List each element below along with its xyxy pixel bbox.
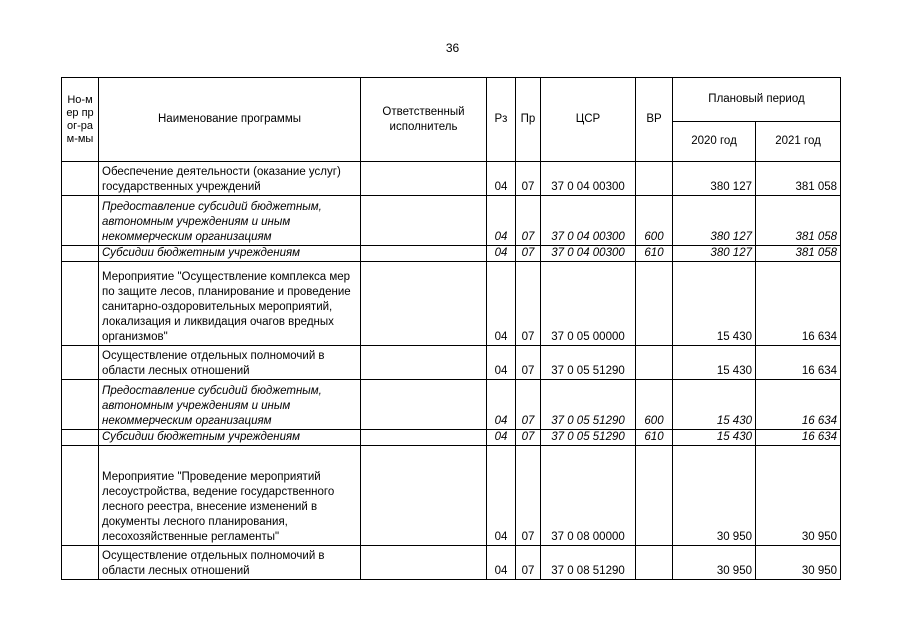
table-row: [62, 262, 841, 346]
header-planning-period: Плановый период: [673, 78, 841, 122]
header-program-number: [62, 78, 99, 162]
cell-program-name: Предоставление субсидий бюджетным, автономным учреждениям и иным некоммерческим организациям: [99, 196, 361, 246]
cell-program-name: Субсидии бюджетным учреждениям: [99, 430, 361, 446]
cell-responsible: [361, 196, 487, 246]
table-row: [62, 162, 841, 196]
header-year-2020: 2020 год: [673, 122, 756, 162]
cell-rz: 04: [487, 162, 516, 196]
table-row: [62, 430, 841, 446]
cell-responsible: [361, 346, 487, 380]
cell-csr: 37 0 04 00300: [541, 196, 636, 246]
cell-pr: 07: [516, 346, 541, 380]
cell-vr: [636, 162, 673, 196]
cell-pr: 07: [516, 546, 541, 580]
header-vr: ВР: [636, 78, 673, 162]
cell-program-number: [62, 346, 99, 380]
header-rz: Рз: [487, 78, 516, 162]
cell-value-2021: 16 634: [756, 380, 841, 430]
cell-program-number: [62, 546, 99, 580]
cell-value-2021: 381 058: [756, 196, 841, 246]
cell-csr: 37 0 08 00000: [541, 446, 636, 546]
cell-csr: 37 0 04 00300: [541, 162, 636, 196]
cell-responsible: [361, 246, 487, 262]
cell-csr: 37 0 05 00000: [541, 262, 636, 346]
cell-rz: 04: [487, 246, 516, 262]
cell-rz: 04: [487, 346, 516, 380]
cell-vr: 600: [636, 380, 673, 430]
cell-program-name: Обеспечение деятельности (оказание услуг) государственных учреждений: [99, 162, 361, 196]
cell-value-2021: 381 058: [756, 162, 841, 196]
cell-csr: 37 0 05 51290: [541, 430, 636, 446]
cell-program-number: [62, 430, 99, 446]
cell-program-name: Мероприятие "Осуществление комплекса мер по защите лесов, планирование и проведение санитарно-оздоровительных мероприятий, локализация и ликвидация очагов вредных организмов": [99, 262, 361, 346]
cell-pr: 07: [516, 262, 541, 346]
table-row: [62, 546, 841, 580]
cell-vr: [636, 262, 673, 346]
cell-csr: 37 0 08 51290: [541, 546, 636, 580]
cell-responsible: [361, 446, 487, 546]
cell-pr: 07: [516, 196, 541, 246]
cell-responsible: [361, 380, 487, 430]
cell-pr: 07: [516, 430, 541, 446]
cell-value-2020: 15 430: [673, 430, 756, 446]
cell-responsible: [361, 430, 487, 446]
cell-value-2020: 380 127: [673, 246, 756, 262]
cell-program-name: Осуществление отдельных полномочий в области лесных отношений: [99, 346, 361, 380]
cell-value-2021: 381 058: [756, 246, 841, 262]
header-year-2021: 2021 год: [756, 122, 841, 162]
header-responsible: Ответственный исполнитель: [361, 78, 487, 162]
cell-pr: 07: [516, 162, 541, 196]
cell-responsible: [361, 262, 487, 346]
cell-value-2021: 16 634: [756, 262, 841, 346]
cell-program-name: Осуществление отдельных полномочий в области лесных отношений: [99, 546, 361, 580]
cell-pr: 07: [516, 446, 541, 546]
cell-program-number: [62, 446, 99, 546]
cell-rz: 04: [487, 546, 516, 580]
cell-value-2021: 16 634: [756, 346, 841, 380]
table-row: [62, 446, 841, 546]
header-pr: Пр: [516, 78, 541, 162]
table-row: [62, 246, 841, 262]
budget-table: [61, 77, 841, 580]
cell-program-number: [62, 380, 99, 430]
cell-program-name: Субсидии бюджетным учреждениям: [99, 246, 361, 262]
cell-value-2020: 15 430: [673, 262, 756, 346]
cell-program-name: Мероприятие "Проведение мероприятий лесоустройства, ведение государственного лесного реестра, внесение изменений в документы лесного планирования, лесохозяйственные регламенты": [99, 446, 361, 546]
cell-value-2020: 380 127: [673, 162, 756, 196]
cell-program-name: Предоставление субсидий бюджетным, автономным учреждениям и иным некоммерческим организациям: [99, 380, 361, 430]
cell-value-2021: 30 950: [756, 546, 841, 580]
header-csr: ЦСР: [541, 78, 636, 162]
table-row: [62, 196, 841, 246]
page-number: 36: [445, 41, 460, 55]
table-row: [62, 380, 841, 430]
cell-responsible: [361, 546, 487, 580]
cell-vr: [636, 446, 673, 546]
cell-rz: 04: [487, 446, 516, 546]
cell-value-2021: 16 634: [756, 430, 841, 446]
cell-value-2021: 30 950: [756, 446, 841, 546]
cell-vr: [636, 346, 673, 380]
cell-vr: 610: [636, 430, 673, 446]
cell-rz: 04: [487, 196, 516, 246]
cell-rz: 04: [487, 380, 516, 430]
cell-program-number: [62, 262, 99, 346]
cell-value-2020: 15 430: [673, 346, 756, 380]
cell-csr: 37 0 05 51290: [541, 346, 636, 380]
cell-rz: 04: [487, 430, 516, 446]
header-program-number-label: Но-мер прог-рам-мы: [66, 93, 94, 145]
cell-pr: 07: [516, 246, 541, 262]
cell-pr: 07: [516, 380, 541, 430]
cell-csr: 37 0 05 51290: [541, 380, 636, 430]
cell-rz: 04: [487, 262, 516, 346]
cell-value-2020: 30 950: [673, 446, 756, 546]
cell-value-2020: 15 430: [673, 380, 756, 430]
cell-program-number: [62, 162, 99, 196]
cell-value-2020: 30 950: [673, 546, 756, 580]
cell-program-number: [62, 246, 99, 262]
table-body: [62, 162, 841, 580]
cell-csr: 37 0 04 00300: [541, 246, 636, 262]
cell-vr: 610: [636, 246, 673, 262]
cell-vr: [636, 546, 673, 580]
table-row: [62, 346, 841, 380]
cell-value-2020: 380 127: [673, 196, 756, 246]
header-program-name: Наименование программы: [99, 78, 361, 162]
cell-responsible: [361, 162, 487, 196]
cell-program-number: [62, 196, 99, 246]
cell-vr: 600: [636, 196, 673, 246]
